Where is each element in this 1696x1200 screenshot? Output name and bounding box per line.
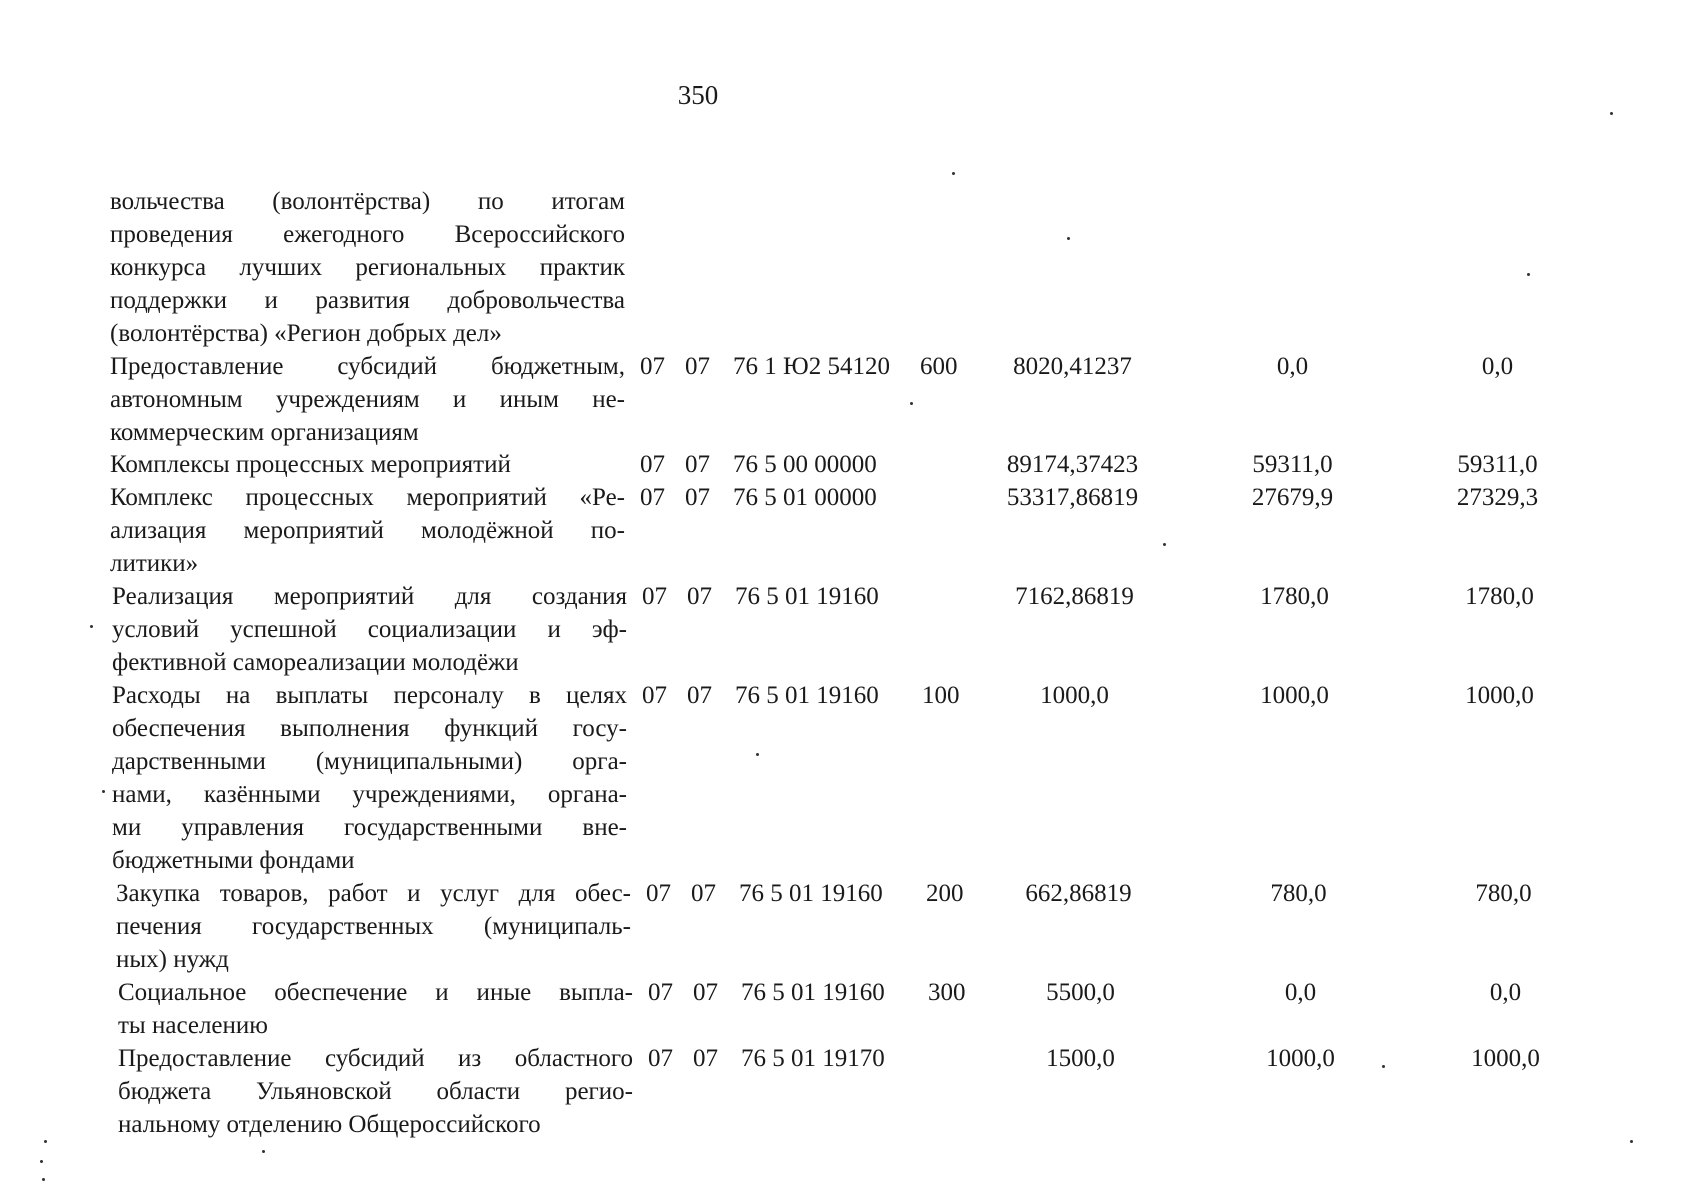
cell-rz: 07 xyxy=(646,880,671,907)
description-line: коммерческим организациям xyxy=(110,419,419,446)
cell-pr: 07 xyxy=(687,583,712,610)
cell-cs: 76 5 01 19170 xyxy=(741,1045,885,1072)
description-line: Социальное обеспечение и иные выпла- xyxy=(118,979,633,1006)
description-line: Расходы на выплаты персоналу в целях xyxy=(112,682,627,709)
scan-speck xyxy=(1163,543,1166,546)
cell-y2: 1780,0 xyxy=(1260,583,1329,610)
cell-cs: 76 5 01 00000 xyxy=(733,484,877,511)
description-line: автономным учреждениям и иным не- xyxy=(110,386,625,413)
cell-rz: 07 xyxy=(642,583,667,610)
scan-speck xyxy=(90,625,93,628)
description-line: поддержки и развития добровольчества xyxy=(110,287,625,314)
description-line: литики» xyxy=(110,550,199,577)
row-description xyxy=(118,1042,633,1141)
description-line: печения государственных (муниципаль- xyxy=(116,913,631,940)
description-line: дарственными (муниципальными) орга- xyxy=(112,748,627,775)
cell-y1: 5500,0 xyxy=(1046,979,1115,1006)
cell-y3: 0,0 xyxy=(1481,353,1514,380)
cell-cs: 76 5 00 00000 xyxy=(733,451,877,478)
cell-y1: 1000,0 xyxy=(1040,682,1109,709)
row-description xyxy=(112,580,627,679)
row-description xyxy=(110,185,625,350)
description-line: бюджетными фондами xyxy=(112,847,355,874)
cell-y2: 0,0 xyxy=(1284,979,1317,1006)
cell-rz: 07 xyxy=(640,353,665,380)
cell-y3: 1000,0 xyxy=(1471,1045,1540,1072)
cell-cs: 76 5 01 19160 xyxy=(741,979,885,1006)
description-line: ми управления государственными вне- xyxy=(112,814,627,841)
cell-y1: 8020,41237 xyxy=(1013,353,1132,380)
description-line: бюджета Ульяновской области регио- xyxy=(118,1078,633,1105)
cell-rz: 07 xyxy=(642,682,667,709)
cell-pr: 07 xyxy=(693,979,718,1006)
description-line: конкурса лучших региональных практик xyxy=(110,254,625,281)
scan-speck xyxy=(1610,112,1613,115)
cell-vr: 600 xyxy=(920,353,958,380)
row-description xyxy=(118,976,633,1042)
description-line: условий успешной социализации и эф- xyxy=(112,616,627,643)
row-description xyxy=(116,877,631,976)
row-description xyxy=(110,448,625,481)
description-line: ты населению xyxy=(118,1012,268,1039)
description-line: Комплекс процессных мероприятий «Ре- xyxy=(110,484,625,511)
description-line: Предоставление субсидий из областного xyxy=(118,1045,633,1072)
cell-y2: 780,0 xyxy=(1270,880,1327,907)
cell-pr: 07 xyxy=(691,880,716,907)
cell-rz: 07 xyxy=(648,979,673,1006)
cell-pr: 07 xyxy=(693,1045,718,1072)
scan-speck xyxy=(40,1160,43,1163)
cell-pr: 07 xyxy=(685,451,710,478)
cell-rz: 07 xyxy=(640,484,665,511)
cell-y3: 780,0 xyxy=(1475,880,1532,907)
cell-cs: 76 5 01 19160 xyxy=(735,682,879,709)
cell-y3: 27329,3 xyxy=(1456,484,1539,511)
cell-y2: 1000,0 xyxy=(1266,1045,1335,1072)
scan-speck xyxy=(42,1178,45,1181)
scan-speck xyxy=(1067,237,1070,240)
cell-cs: 76 5 01 19160 xyxy=(739,880,883,907)
description-line: вольчества (волонтёрства) по итогам xyxy=(110,188,625,215)
description-line: нами, казёнными учреждениями, органа- xyxy=(112,781,627,808)
description-line: Предоставление субсидий бюджетным, xyxy=(110,353,625,380)
cell-y2: 59311,0 xyxy=(1252,451,1333,478)
scan-speck xyxy=(262,1150,265,1153)
cell-rz: 07 xyxy=(640,451,665,478)
cell-y1: 7162,86819 xyxy=(1015,583,1134,610)
scan-speck xyxy=(1382,1065,1385,1068)
description-line: Закупка товаров, работ и услуг для обес- xyxy=(116,880,631,907)
cell-cs: 76 1 Ю2 54120 xyxy=(733,353,890,380)
description-line: нальному отделению Общероссийского xyxy=(118,1111,541,1138)
cell-y3: 1000,0 xyxy=(1465,682,1534,709)
cell-cs: 76 5 01 19160 xyxy=(735,583,879,610)
row-description xyxy=(112,679,627,877)
cell-y3: 59311,0 xyxy=(1457,451,1538,478)
cell-vr: 100 xyxy=(922,682,960,709)
cell-y3: 1780,0 xyxy=(1465,583,1534,610)
page-number: 350 xyxy=(677,80,719,110)
cell-y2: 1000,0 xyxy=(1260,682,1329,709)
cell-rz: 07 xyxy=(648,1045,673,1072)
scan-speck xyxy=(1630,1140,1633,1143)
cell-y2: 0,0 xyxy=(1276,353,1309,380)
cell-y2: 27679,9 xyxy=(1251,484,1334,511)
cell-y1: 662,86819 xyxy=(1025,880,1132,907)
scan-speck xyxy=(102,790,105,793)
scan-speck xyxy=(756,753,759,756)
description-line: Комплексы процессных мероприятий xyxy=(110,451,511,478)
description-line: фективной самореализации молодёжи xyxy=(112,649,519,676)
scan-speck xyxy=(952,172,955,175)
description-line: (волонтёрства) «Регион добрых дел» xyxy=(110,320,502,347)
cell-vr: 300 xyxy=(928,979,966,1006)
cell-y1: 1500,0 xyxy=(1046,1045,1115,1072)
scan-speck xyxy=(1527,273,1530,276)
description-line: ных) нужд xyxy=(116,946,229,973)
cell-y1: 53317,86819 xyxy=(1006,484,1139,511)
cell-y1: 89174,37423 xyxy=(1006,451,1139,478)
description-line: обеспечения выполнения функций госу- xyxy=(112,715,627,742)
cell-pr: 07 xyxy=(685,484,710,511)
scan-speck xyxy=(910,402,913,405)
description-line: проведения ежегодного Всероссийского xyxy=(110,221,625,248)
description-line: Реализация мероприятий для создания xyxy=(112,583,627,610)
description-line: ализация мероприятий молодёжной по- xyxy=(110,517,625,544)
cell-pr: 07 xyxy=(685,353,710,380)
cell-y3: 0,0 xyxy=(1489,979,1522,1006)
cell-pr: 07 xyxy=(687,682,712,709)
row-description xyxy=(110,481,625,580)
row-description xyxy=(110,350,625,449)
cell-vr: 200 xyxy=(926,880,964,907)
scan-speck xyxy=(44,1140,47,1143)
